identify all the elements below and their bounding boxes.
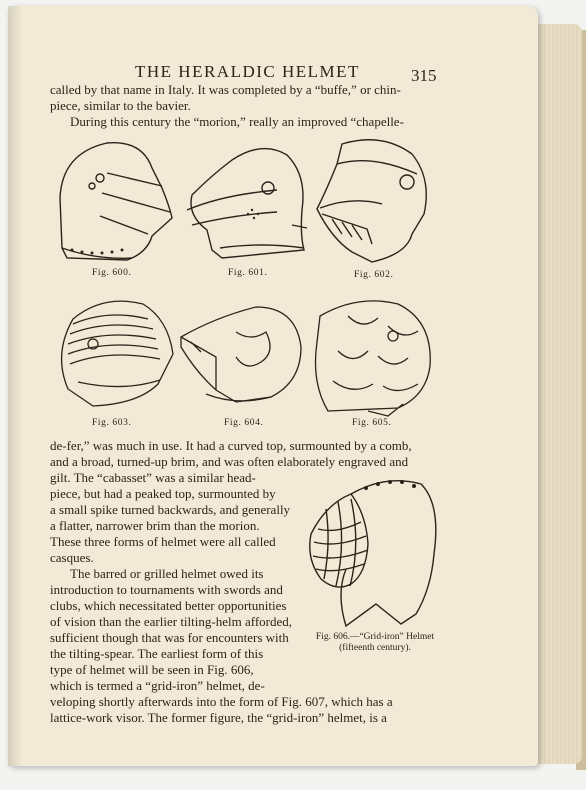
body-line: the tilting-spear. The earliest form of this (50, 646, 264, 661)
body-line: veloping shortly afterwards into the form of Fig. 607, which has a (50, 694, 393, 709)
body-line: type of helmet will be seen in Fig. 606, (50, 662, 254, 677)
body-line: These three forms of helmet were all called (50, 534, 276, 549)
figure-caption: Fig. 604. (224, 418, 264, 428)
figure-caption-606-line-2: (fifteenth century). (339, 643, 411, 653)
figure-caption: Fig. 601. (228, 268, 268, 278)
body-line: clubs, which necessitated better opportunities (50, 598, 287, 613)
body-line: During this century the “morion,” really an improved “chapelle- (70, 114, 404, 129)
figure-caption: Fig. 603. (92, 418, 132, 428)
helmet-figure-602 (312, 134, 434, 266)
body-line: introduction to tournaments with swords and (50, 582, 283, 597)
body-line: and a broad, turned-up brim, and was often elaborately engraved and (50, 454, 409, 469)
body-line: called by that name in Italy. It was completed by a “buffe,” or chin- (50, 82, 401, 97)
running-head: THE HERALDIC HELMET (135, 62, 360, 81)
body-line: gilt. The “cabasset” was a similar head- (50, 470, 256, 485)
helmet-figure-600 (52, 138, 177, 266)
helmet-figure-601 (182, 140, 312, 266)
page-stack-edge (534, 24, 582, 764)
body-line: piece, similar to the bavier. (50, 98, 191, 113)
figure-caption: Fig. 605. (352, 418, 392, 428)
body-line: a flatter, narrower brim than the morion. (50, 518, 260, 533)
body-line: lattice-work visor. The former figure, the “grid-iron” helmet, is a (50, 710, 387, 725)
figure-caption-606-line-1: Fig. 606.—“Grid-iron” Helmet (315, 632, 435, 642)
helmet-figure-606 (306, 474, 442, 630)
body-line: de-fer,” was much in use. It had a curved top, surmounted by a comb, (50, 438, 412, 453)
spine-shadow (8, 6, 22, 766)
body-line: casques. (50, 550, 94, 565)
body-line: sufficient though that was for encounters with (50, 630, 289, 645)
body-line: which is termed a “grid-iron” helmet, de- (50, 678, 265, 693)
body-line: of vision than the earlier tilting-helm afforded, (50, 614, 292, 629)
helmet-figure-604 (176, 302, 304, 410)
body-line: piece, but had a peaked top, surmounted by (50, 486, 276, 501)
helmet-figure-603 (48, 294, 176, 410)
page-number: 315 (411, 66, 437, 85)
body-line: The barred or grilled helmet owed its (70, 566, 264, 581)
body-line: a small spike turned backwards, and generally (50, 502, 291, 517)
figure-caption: Fig. 600. (92, 268, 132, 278)
figure-caption: Fig. 602. (354, 270, 394, 280)
helmet-figure-605 (308, 296, 436, 418)
